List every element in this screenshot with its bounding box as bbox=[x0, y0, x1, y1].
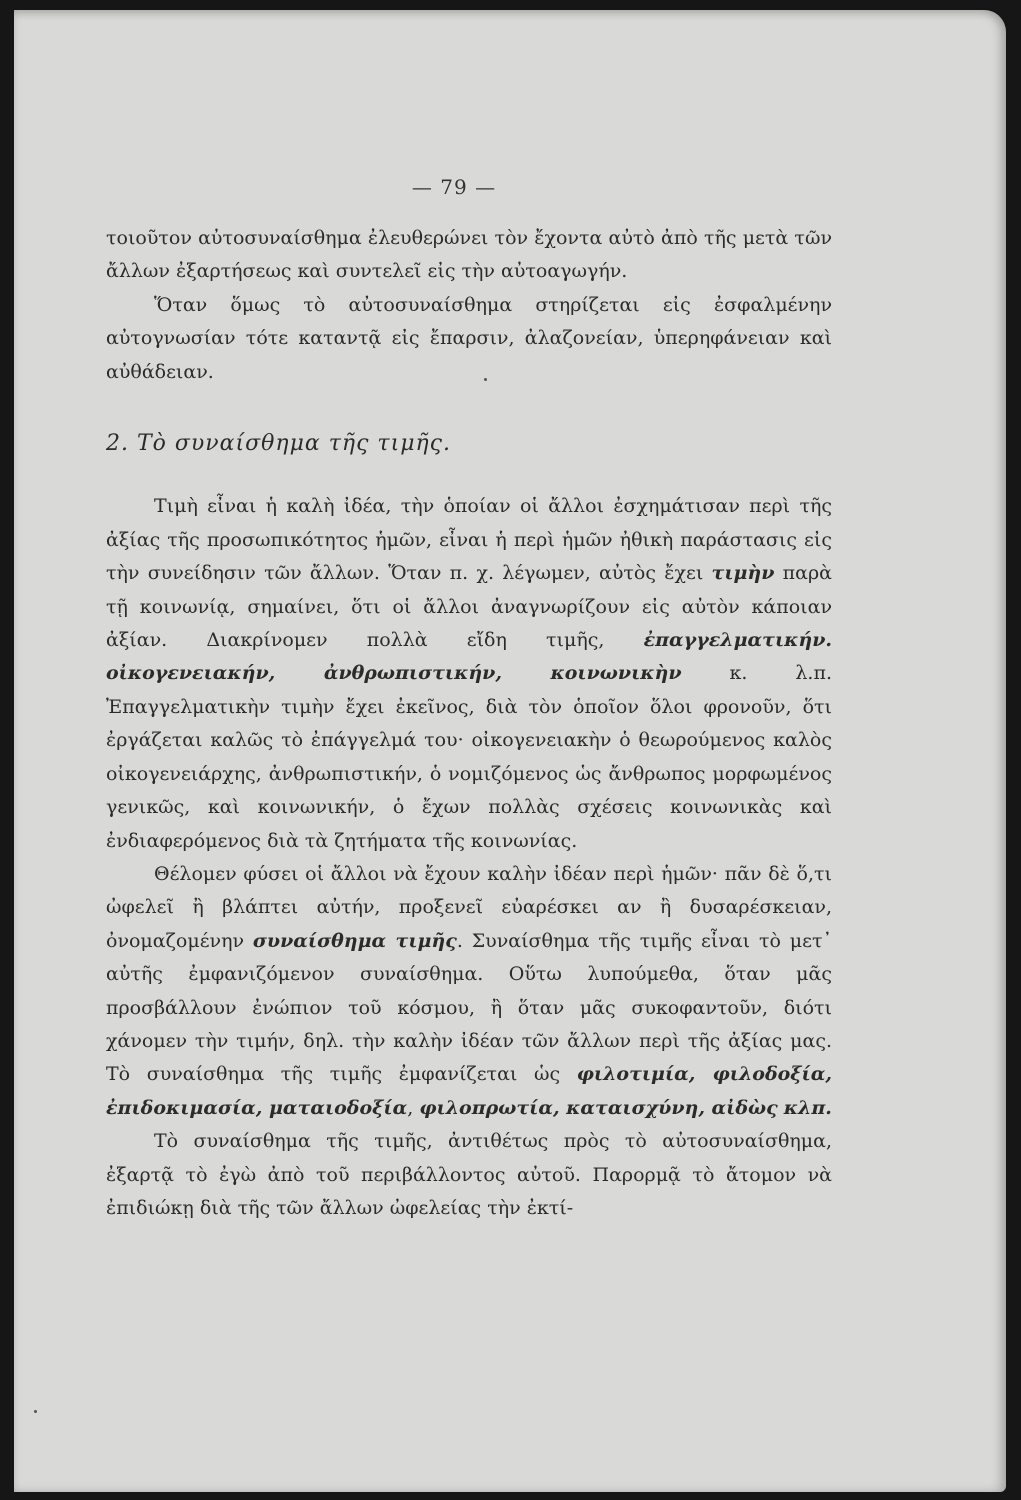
emphasized-term: φιλοπρωτία, καταισχύνη, αἰδὼς bbox=[419, 1096, 778, 1119]
body-paragraphs bbox=[106, 490, 832, 1225]
text-run: Τιμὴ εἶναι ἡ καλὴ ἰδέα, τὴν ὁποίαν οἱ ἄλλοι ἐσχημάτισαν περὶ τῆς ἀξίας τῆς προσωπικότητος ἡμῶν, εἶναι ἡ περὶ ἡμῶν ἠθικὴ παράστασις εἰς τὴν συνείδησιν τῶν ἄλλων. Ὅταν π. χ. λέγωμεν, αὐτὸς ἔχει bbox=[106, 495, 832, 585]
intro-paragraphs bbox=[106, 222, 832, 389]
scan-speck bbox=[484, 378, 487, 381]
text-run: παρὰ τῇ κοινωνίᾳ, σημαίνει, ὅτι οἱ ἄλλοι ἀναγνωρίζουν εἰς αὐτὸν κάποιαν ἀξίαν. Διακρίνομεν πολλὰ εἴδη τιμῆς, bbox=[106, 562, 832, 652]
text-run: τοιοῦτον αὐτοσυναίσθημα ἐλευθερώνει τὸν ἔχοντα αὐτὸ ἀπὸ τῆς μετὰ τῶν ἄλλων ἐξαρτήσεως καὶ συντελεῖ εἰς τὴν αὐτοαγωγήν. bbox=[106, 227, 832, 283]
scan-speck bbox=[34, 1410, 37, 1413]
page-text bbox=[106, 222, 832, 1225]
section-heading: 2. Τὸ συναίσθημα τῆς τιμῆς. bbox=[106, 431, 451, 457]
paragraph bbox=[106, 222, 832, 289]
paragraph bbox=[106, 858, 832, 1125]
emphasized-term: συναίσθημα τιμῆς bbox=[252, 929, 457, 952]
paragraph bbox=[106, 1125, 832, 1225]
emphasized-term: κλπ. bbox=[783, 1096, 832, 1119]
emphasized-term: ἐπαγγελματικήν. οἰκογενειακήν, ἀνθρωπιστικήν, κοινωνικὴν bbox=[106, 629, 832, 685]
page-number: — 79 — bbox=[411, 175, 497, 199]
paragraph bbox=[106, 289, 832, 389]
text-run: Θέλομεν φύσει οἱ ἄλλοι νὰ ἔχουν καλὴν ἰδέαν περὶ ἡμῶν· πᾶν δὲ ὅ,τι ὠφελεῖ ἢ βλάπτει αὐτήν, προξενεῖ εὐαρέσκει αν ἢ δυσαρέσκειαν, ὀνομαζομένην bbox=[106, 862, 832, 952]
text-run: . Συναίσθημα τῆς τιμῆς εἶναι τὸ μετ᾽ αὐτῆς ἐμφανιζόμενον συναίσθημα. Οὕτω λυπούμεθα, ὅταν μᾶς προσβάλλουν ἐνώπιον τοῦ κόσμου, ἢ ὅταν μᾶς συκοφαντοῦν, διότι χάνομεν τὴν τιμήν, δηλ. τὴν καλὴν ἰδέαν τῶν ἄλλων περὶ τῆς ἀξίας μας. Τὸ συναίσθημα τῆς τιμῆς ἐμφανίζεται ὡς bbox=[106, 929, 832, 1086]
text-run: κ. λ.π. Ἐπαγγελματικὴν τιμὴν ἔχει ἐκεῖνος, διὰ τὸν ὁποῖον ὅλοι φρονοῦν, ὅτι ἐργάζεται καλῶς τὸ ἐπάγγελμά του· οἰκογενειακὴν ὁ θεωρούμενος καλὸς οἰκογενειάρχης, ἀνθρωπιστικήν, ὁ νομιζόμενος ὡς ἄνθρωπος μορφωμένος γενικῶς, καὶ κοινωνικήν, ὁ ἔχων πολλὰς σχέσεις κοινωνικὰς καὶ ἐνδιαφερόμενος διὰ τὰ ζητήματα τῆς κοινωνίας. bbox=[106, 662, 832, 852]
book-page bbox=[14, 10, 1006, 1492]
emphasized-term: φιλοτιμία, φιλοδοξία, ἐπιδοκιμασία, ματαιοδοξία bbox=[106, 1063, 832, 1119]
text-run: Τὸ συναίσθημα τῆς τιμῆς, ἀντιθέτως πρὸς τὸ αὐτοσυναίσθημα, ἐξαρτᾷ τὸ ἐγὼ ἀπὸ τοῦ περιβάλλοντος αὐτοῦ. Παρορμᾷ τὸ ἄτομον νὰ ἐπιδιώκῃ διὰ τῆς τῶν ἄλλων ὠφελείας τὴν ἐκτί- bbox=[106, 1130, 832, 1219]
emphasized-term: τιμὴν bbox=[711, 562, 775, 585]
paragraph bbox=[106, 490, 832, 857]
text-run: Ὅταν ὅμως τὸ αὐτοσυναίσθημα στηρίζεται εἰς ἐσφαλμένην αὐτογνωσίαν τότε καταντᾷ εἰς ἔπαρσιν, ἀλαζονείαν, ὑπερηφάνειαν καὶ αὐθάδειαν. bbox=[106, 293, 832, 383]
text-run: , bbox=[407, 1096, 420, 1119]
